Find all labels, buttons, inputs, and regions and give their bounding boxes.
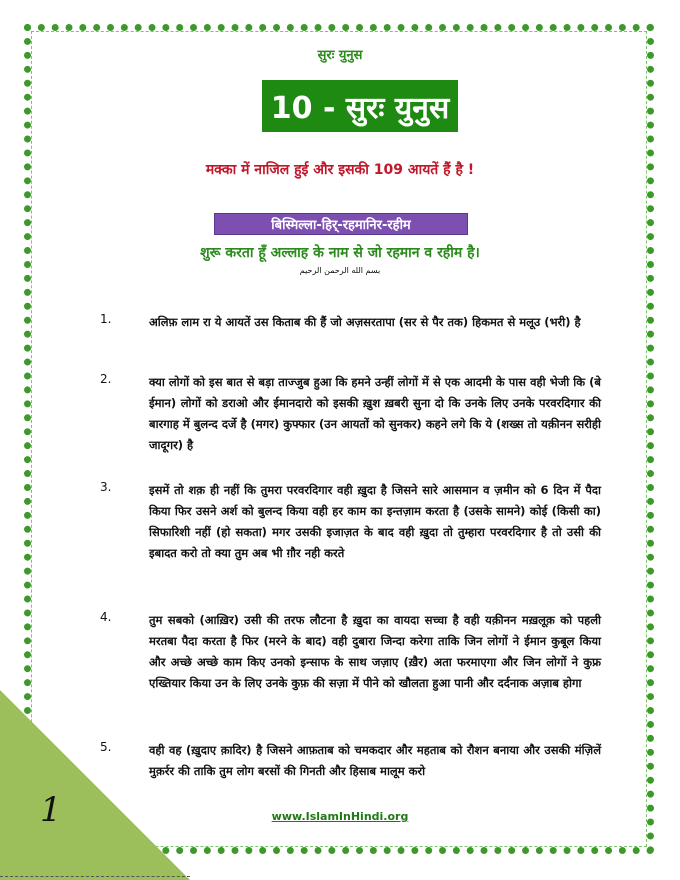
bismillah-arabic: بسم الله الرحمن الرحيم xyxy=(299,266,381,275)
website-link[interactable]: www.IslamInHindi.org xyxy=(271,810,409,823)
verse-number: 4. xyxy=(100,610,112,624)
verse-number: 1. xyxy=(100,312,112,326)
verse-text: वही वह (ख़ुदाए क़ादिर) है जिसने आफ़ताब को चमकदार और महताब को रौशन बनाया और उसकी मंज़िलें मुक़र्रर की ताकि तुम लोग बरसों की गिनती और हिसाब मालूम करो xyxy=(149,743,601,778)
page-number: 1 xyxy=(40,790,62,830)
page-title: 10 - सुरः युनुस xyxy=(262,80,458,132)
verse-number: 5. xyxy=(100,740,112,754)
verse-text: तुम सबको (आख़िर) उसी की तरफ लौटना है ख़ुदा का वायदा सच्चा है वही यक़ीनन मख़लूक़ को पहली मरतबा पैदा करता है फिर (मरने के बाद) वही दुबारा जिन्दा करेगा ताकि जिन लोगों ने ईमान कुबूल किया और अच्छे अच्छे काम किए उनको इन्साफ के साथ जज़ाए (ख़ैर) अता फरमाएगा और जिन लोगों ने कुफ्र एख्तियार किया उन के लिए उनके कुफ़ की सज़ा में पीने को खौलता हुआ पानी और दर्दनाक अज़ाब होगा xyxy=(149,613,601,690)
page-header: सुरः युनुस xyxy=(317,48,363,63)
verse-text: अलिफ़ लाम रा ये आयतें उस किताब की हैं जो अज़सरतापा (सर से पैर तक) हिकमत से मलूउ (भरी) है xyxy=(149,315,581,329)
bismillah-label: बिस्मिल्ला-हिर्-रहमानिर-रहीम xyxy=(214,213,468,235)
verse-text: क्या लोगों को इस बात से बड़ा ताज्जुब हुआ कि हमने उन्हीं लोगों में से एक आदमी के पास वही भेजी कि (बे ईमान) लोगों को डराओ और ईमानदारो को इसकी ख़ुश ख़बरी सुना दो कि उनके लिए उनके परवरदिगार की बारगाह में बुलन्द दर्जे है (मगर) कुफ्फार (उन आयतों को सुनकर) कहने लगे कि ये (शख्स तो यक़ीनन सरीही जादूगर) है xyxy=(149,375,601,452)
verse-number: 2. xyxy=(100,372,112,386)
revelation-note: मक्का में नाजिल हुई और इसकी 109 आयतें हैं है ! xyxy=(205,162,475,178)
corner-triangle-decoration xyxy=(0,690,190,880)
bismillah-translation: शुरू करता हूँ अल्लाह के नाम से जो रहमान व रहीम है। xyxy=(200,245,480,261)
bottom-divider xyxy=(0,876,190,877)
verse-number: 3. xyxy=(100,480,112,494)
verse-text: इसमें तो शक़ ही नहीं कि तुमरा परवरदिगार वही ख़ुदा है जिसने सारे आसमान व ज़मीन को 6 दिन में पैदा किया फिर उसने अर्श को बुलन्द किया वही हर काम का इन्तज़ाम करता है (उसके सामने) कोई (किसी का) सिफारिशी नहीं (हो सकता) मगर उसकी इजाज़त के बाद वही ख़ुदा तो तुम्हारा परवरदिगार है तो उसी की इबादत करो तो क्या तुम अब भी ग़ौर नही करते xyxy=(149,483,601,560)
